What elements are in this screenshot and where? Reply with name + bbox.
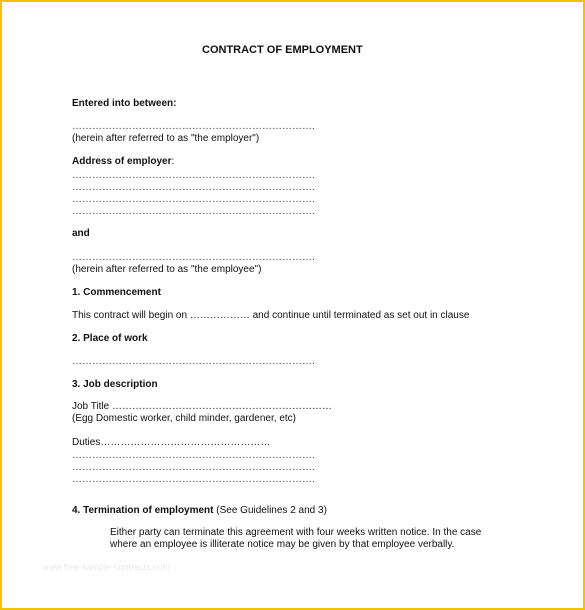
address-heading: Address of employer <box>72 156 172 167</box>
address-line: ………………………………………………………………. <box>72 206 315 217</box>
entered-into-heading: Entered into between: <box>72 98 177 109</box>
employer-reference: (herein after referred to as "the employer") <box>72 133 260 144</box>
place-of-work-line: ………………………………………………………………. <box>72 356 315 367</box>
address-heading-row <box>72 156 174 168</box>
section-termination-note: (See Guidelines 2 and 3) <box>216 505 327 516</box>
employee-name-line: ………………………………………………………………. <box>72 252 315 263</box>
address-colon: : <box>171 156 175 167</box>
section-termination-heading: 4. Termination of employment <box>72 505 214 516</box>
section-job-description-heading: 3. Job description <box>72 379 158 390</box>
job-title-line: Job Title ………………………………………………………… <box>72 401 333 412</box>
section-commencement-text: This contract will begin on ……………… and continue until terminated as set out in clause <box>72 310 470 321</box>
and-label: and <box>72 228 90 239</box>
section-commencement-heading: 1. Commencement <box>72 287 161 298</box>
employer-name-line: ………………………………………………………………. <box>72 121 315 132</box>
watermark: www.free-sample-contracts.com <box>42 562 171 572</box>
duties-extra-line: ………………………………………………………………. <box>72 462 315 473</box>
address-line: ………………………………………………………………. <box>72 182 315 193</box>
section-termination-row <box>72 505 327 517</box>
employee-reference: (herein after referred to as "the employee") <box>72 264 262 275</box>
document-title: CONTRACT OF EMPLOYMENT <box>202 44 363 56</box>
address-line: ………………………………………………………………. <box>72 170 315 181</box>
section-place-of-work-heading: 2. Place of work <box>72 333 148 344</box>
job-title-example: (Egg Domestic worker, child minder, gardener, etc) <box>72 413 296 424</box>
duties-extra-line: ………………………………………………………………. <box>72 474 315 485</box>
duties-line: Duties…………………………………………… <box>72 437 271 448</box>
termination-paragraph: Either party can terminate this agreement with four weeks written notice. In the case where an employee is illiterate notice may be given by that employee verbally. <box>110 527 482 550</box>
duties-extra-line: ………………………………………………………………. <box>72 450 315 461</box>
address-line: ………………………………………………………………. <box>72 194 315 205</box>
